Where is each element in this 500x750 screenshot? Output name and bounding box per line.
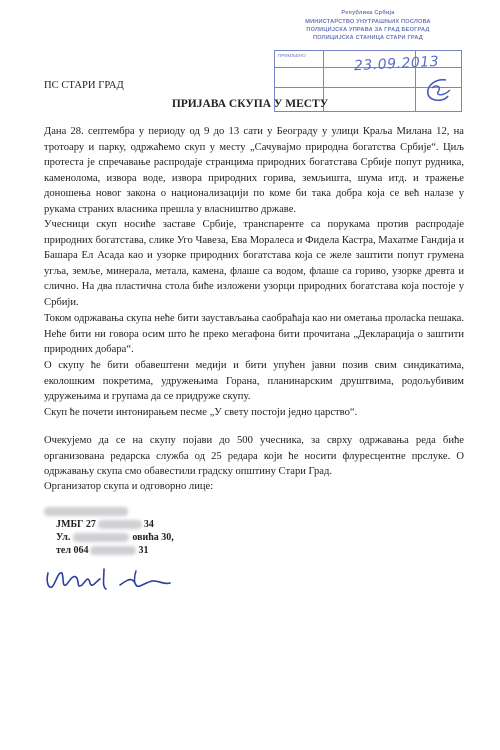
jmbg-label: ЈМБГ 27: [56, 519, 96, 530]
jmbg-line: [56, 518, 154, 531]
document-title: ПРИЈАВА СКУПА У МЕСТУ: [171, 98, 329, 110]
phone-label: тел 064: [56, 545, 89, 556]
stamp-date: 23.09.2013: [353, 53, 440, 75]
handwritten-signature: [40, 563, 180, 599]
paragraph-1: Дана 28. септембра у периоду од 9 до 13 сати у Београду у улици Краља Милана 12, на тротоару и парку, одржаћемо скуп у месту „Сачувајмо природна богатства Србије“. Циљ протеста је спречавање распродаје странцима природних богатстава Србије попут рудника, каменолома, извора воде, извора природних горива, земљишта, шума итд. и тражење доношења новог закона о национализацији по коме би така добра која се већ налазе у рукама страних власника прешла у власништво државе.: [44, 126, 464, 215]
address-label: Ул.: [56, 532, 71, 543]
stamp-line-3: ПОЛИЦИЈСКА УПРАВА ЗА ГРАД БЕОГРАД: [306, 27, 430, 33]
address-end: овића 30,: [132, 532, 174, 543]
organizer-line: Организатор скупа и одговорно лице:: [44, 481, 214, 492]
stamp-line-1: Република Србија: [341, 10, 395, 16]
stamp-line-4: ПОЛИЦИЈСКА СТАНИЦА СТАРИ ГРАД: [313, 35, 423, 41]
paragraph-3: Током одржавања скупа неће бити заустављања саобраћаја као ни ометања пролаcka пешака. Неће бити ни говора осим што ће преко мегафона бити прочитана „Декларација о заштити природних добара“.: [44, 313, 464, 356]
stamp-line-2: МИНИСТАРСТВО УНУТРАШЊИХ ПОСЛОВА: [305, 19, 431, 25]
paragraph-4: О скупу ће бити обавештени медији и бити упућен јавни позив свим синдикатима, еколошким покретима, удружењима Горана, планинарским друштвима, родољубивим удружењима и групама да се придруже скупу.: [44, 360, 464, 403]
paragraph-6: Очекујемо да се на скупу појави до 500 учесника, за сврху одржавања реда биће организована редарска служба од 25 редара који ће носити флуресцентне прслуке. О одржавању скупа смо обавестили градску општину Стари Град.: [44, 435, 464, 478]
paragraph-5: Скуп ће почети интонирањем песме „У свету постоји једно царство“.: [44, 407, 358, 418]
stamp-received-label: ПРИМЉЕНО: [278, 53, 306, 58]
redacted-name: [44, 505, 128, 518]
address-line: [56, 531, 174, 544]
paragraph-2: Учесници скуп носиће заставе Србије, транспаренте са порукама против распродаје природних богатстава, слике Уго Чавеза, Ева Моралеса и Фидела Кастра, Махатме Гандија и Башара Ел Асада као и узорке природних богатстава која се желе заштити попут грумена угља, земље, минерала, метала, камена, флаше са водом, флаше са гориво, узорке древта и слично. На два пластична стола биће изложени узорци природних богатстава која постоје у Србији.: [44, 219, 464, 308]
police-station-name: ПС СТАРИ ГРАД: [44, 80, 124, 91]
registry-stamp: [268, 4, 462, 112]
jmbg-end: 34: [143, 519, 154, 530]
phone-end: 31: [138, 545, 149, 556]
phone-line: [56, 544, 148, 557]
